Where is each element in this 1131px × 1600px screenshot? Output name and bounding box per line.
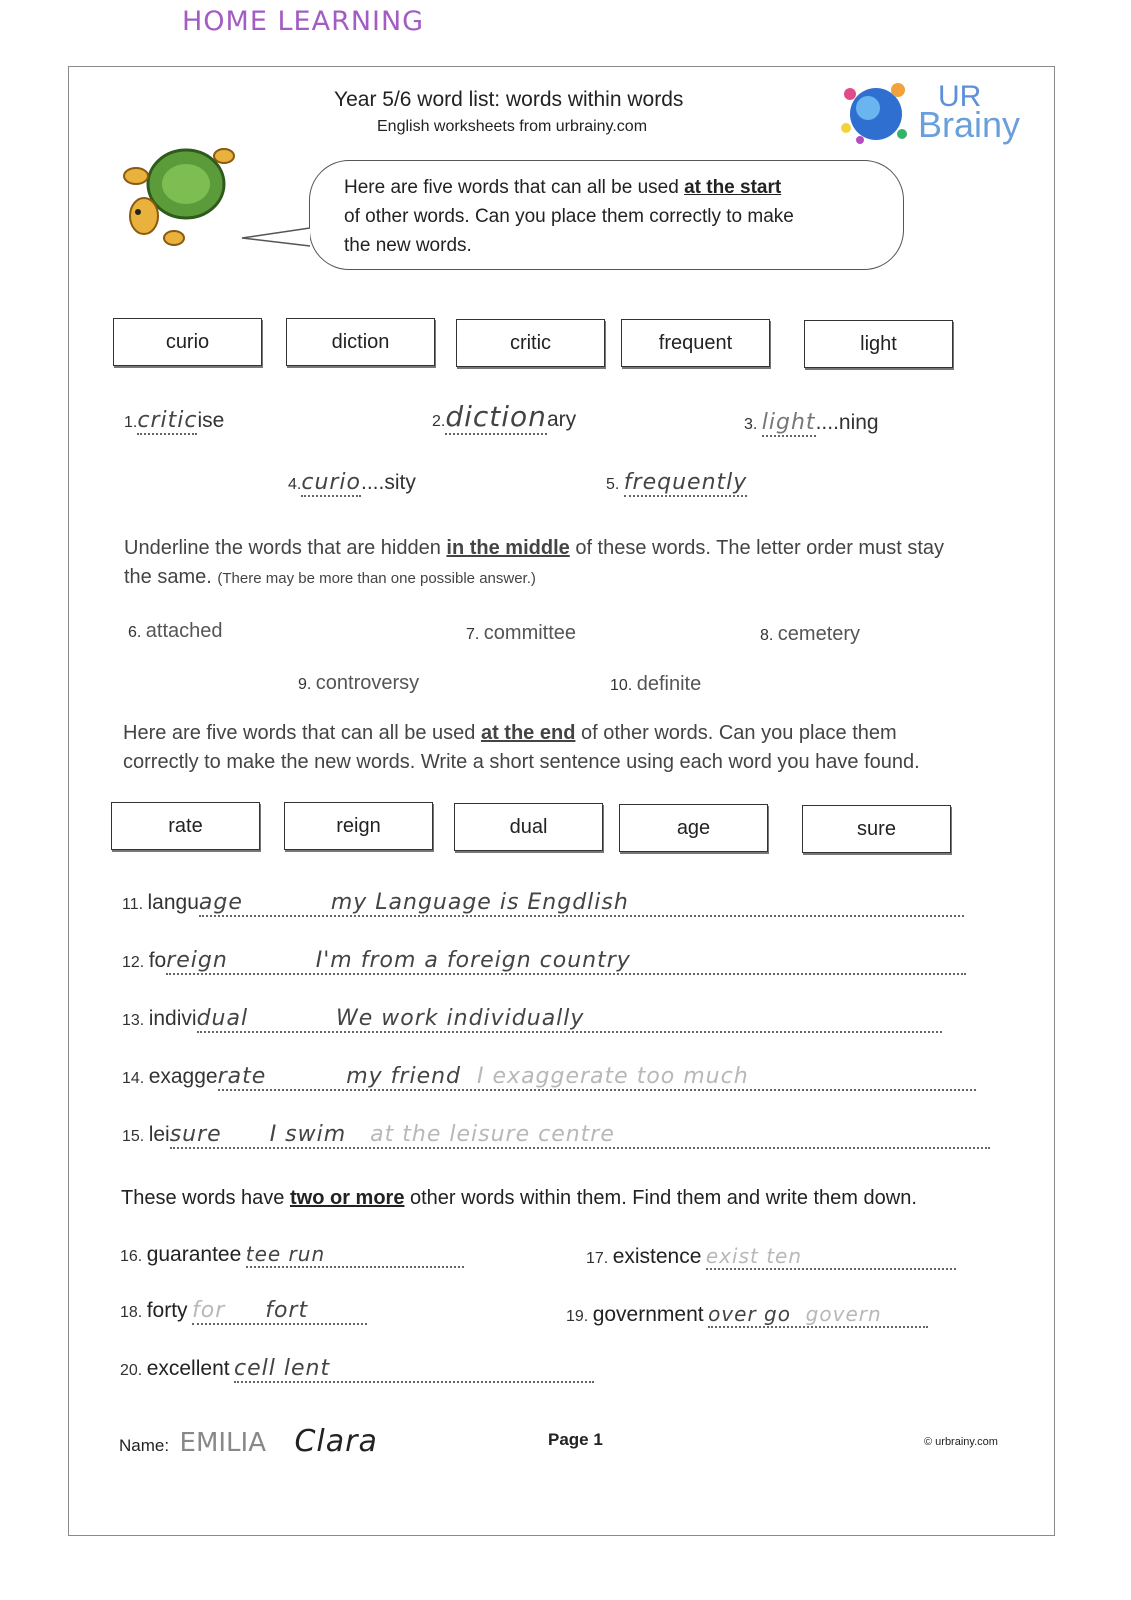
middle-word-9[interactable] <box>298 672 419 695</box>
start-word-box: curio <box>113 318 262 366</box>
question-number: 8. <box>760 627 774 644</box>
answer-sentence: We work individually <box>336 1006 585 1031</box>
end-word-box: age <box>619 804 768 852</box>
intro-text: correctly to make the new words. Write a short sentence using each word you have found. <box>123 751 920 773</box>
end-word-box: sure <box>802 805 951 853</box>
question-number: 16. <box>120 1248 143 1265</box>
middle-word-7[interactable] <box>466 622 576 645</box>
intro-text: of other words. Can you place them <box>575 722 897 744</box>
name-label: Name: <box>119 1436 170 1455</box>
question-number: 15. <box>122 1128 145 1145</box>
question-number: 1. <box>124 414 138 431</box>
target-word: attached <box>145 620 223 642</box>
answer-line[interactable]: exist ten <box>706 1244 956 1270</box>
question-number: 14. <box>122 1070 145 1087</box>
question-number: 20. <box>120 1362 143 1379</box>
answer-field[interactable]: critic <box>137 408 198 433</box>
answer-suffix: sure <box>169 1122 222 1147</box>
word-suffix: ary <box>546 408 577 431</box>
word-suffix: ise <box>197 409 225 432</box>
word-stem: lei <box>148 1123 170 1146</box>
answer-field[interactable]: curio <box>301 470 361 495</box>
faint-answer: for <box>192 1298 226 1323</box>
turtle-illustration <box>114 126 244 261</box>
bubble-emphasis: at the start <box>684 177 782 198</box>
start-word-box: light <box>804 320 953 368</box>
intro-text: of these words. The letter order must stay <box>569 537 945 559</box>
section-3-intro <box>123 719 1023 777</box>
answer-line[interactable] <box>708 1302 928 1328</box>
question-12 <box>122 948 1002 975</box>
bubble-line-2: of other words. Can you place them correctly to make <box>344 206 794 227</box>
question-number: 2. <box>432 413 446 430</box>
target-word: excellent <box>146 1357 230 1380</box>
question-5 <box>606 470 747 497</box>
question-number: 10. <box>610 677 633 694</box>
answer-field[interactable]: light <box>761 410 816 435</box>
intro-emphasis: at the end <box>480 722 576 744</box>
turtle-icon <box>114 126 244 256</box>
urbrainy-logo <box>838 72 1038 152</box>
answer-sentence: my Language is Engdlish <box>330 890 629 915</box>
end-word-box: rate <box>111 802 260 850</box>
question-16 <box>120 1242 464 1268</box>
question-11 <box>122 890 1002 917</box>
intro-emphasis: in the middle <box>446 537 570 559</box>
answer-text: over go <box>708 1302 791 1326</box>
answer-line[interactable] <box>197 1006 942 1033</box>
answer-suffix: reign <box>166 948 228 973</box>
faint-answer: govern <box>805 1302 882 1326</box>
target-word: committee <box>483 622 577 644</box>
question-1 <box>124 408 224 435</box>
question-number: 11. <box>122 896 144 913</box>
word-stem: langu <box>147 891 199 914</box>
intro-text: the same. <box>124 566 212 588</box>
question-number: 19. <box>566 1308 589 1325</box>
answer-field[interactable]: frequently <box>623 470 748 495</box>
question-number: 3. <box>744 416 758 433</box>
word-stem: exagge <box>148 1065 218 1088</box>
intro-text: Here are five words that can all be used <box>123 722 481 744</box>
answer-text: fort <box>265 1298 309 1323</box>
answer-line[interactable]: tee run <box>246 1242 464 1268</box>
question-number: 9. <box>298 676 312 693</box>
word-suffix: ....sity <box>361 471 416 494</box>
middle-word-8[interactable] <box>760 623 860 646</box>
answer-line[interactable] <box>166 948 966 975</box>
question-number: 12. <box>122 954 145 971</box>
target-word: forty <box>146 1299 188 1322</box>
logo-brainy: Brainy <box>918 104 1021 145</box>
faint-answer: I exaggerate too much <box>477 1064 749 1089</box>
question-4 <box>288 470 416 497</box>
answer-suffix: dual <box>196 1006 249 1031</box>
question-number: 6. <box>128 624 142 641</box>
middle-word-6[interactable] <box>128 620 223 643</box>
intro-text: Underline the words that are hidden <box>124 537 447 559</box>
question-20 <box>120 1356 594 1383</box>
start-word-box: frequent <box>621 319 770 367</box>
section-4-intro <box>121 1184 1021 1213</box>
answer-line[interactable] <box>170 1122 990 1149</box>
intro-note: (There may be more than one possible answer.) <box>217 570 536 587</box>
question-number: 17. <box>586 1250 609 1267</box>
answer-sentence: my friend <box>346 1064 462 1089</box>
question-number: 5. <box>606 476 620 493</box>
question-number: 18. <box>120 1304 143 1321</box>
section-2-intro <box>124 534 1024 593</box>
question-number: 4. <box>288 476 302 493</box>
copyright: © urbrainy.com <box>924 1436 998 1448</box>
question-14 <box>122 1064 1082 1091</box>
target-word: existence <box>612 1245 702 1268</box>
page-subtitle: English worksheets from urbrainy.com <box>377 118 648 135</box>
intro-text: other words within them. Find them and write them down. <box>404 1187 917 1209</box>
end-word-box: dual <box>454 803 603 851</box>
word-suffix: ....ning <box>815 411 879 434</box>
answer-line[interactable] <box>218 1064 976 1091</box>
answer-sentence: I swim <box>269 1122 347 1147</box>
name-field <box>119 1424 378 1459</box>
answer-line[interactable] <box>192 1298 367 1325</box>
question-18 <box>120 1298 367 1325</box>
start-word-box: critic <box>456 319 605 367</box>
name-first[interactable]: EMILIA <box>179 1428 266 1458</box>
page-number: Page 1 <box>548 1430 603 1449</box>
logo-ur: UR <box>938 80 982 113</box>
start-word-box: diction <box>286 318 435 366</box>
bubble-tail <box>240 226 312 248</box>
handwritten-header: HOME LEARNING <box>182 6 425 37</box>
word-stem: fo <box>148 949 167 972</box>
bubble-line-3: the new words. <box>344 235 472 256</box>
target-word: guarantee <box>146 1243 242 1266</box>
name-last[interactable]: Clara <box>294 1424 378 1459</box>
answer-suffix: rate <box>217 1064 267 1089</box>
intro-text: These words have <box>121 1187 290 1209</box>
page-title: Year 5/6 word list: words within words <box>334 88 684 111</box>
question-number: 7. <box>466 626 480 643</box>
end-word-box: reign <box>284 802 433 850</box>
target-word: controversy <box>315 672 420 694</box>
faint-answer: at the leisure centre <box>370 1122 615 1147</box>
target-word: government <box>592 1303 704 1326</box>
instructions-bubble <box>309 160 904 270</box>
answer-line[interactable]: cell lent <box>234 1356 594 1383</box>
answer-field[interactable]: diction <box>445 400 547 433</box>
target-word: cemetery <box>777 623 861 645</box>
question-number: 13. <box>122 1012 145 1029</box>
intro-emphasis: two or more <box>289 1187 405 1209</box>
word-stem: indivi <box>148 1007 197 1030</box>
target-word: definite <box>636 673 702 695</box>
answer-suffix: age <box>198 890 243 915</box>
question-19 <box>566 1302 928 1328</box>
answer-line[interactable] <box>199 890 964 917</box>
question-15 <box>122 1122 1002 1149</box>
question-17 <box>586 1244 956 1270</box>
question-3 <box>744 410 879 437</box>
question-2 <box>432 400 576 435</box>
answer-sentence: I'm from a foreign country <box>315 948 631 973</box>
bubble-text: Here are five words that can all be used <box>344 177 685 198</box>
question-13 <box>122 1006 1002 1033</box>
middle-word-10[interactable] <box>610 673 701 696</box>
